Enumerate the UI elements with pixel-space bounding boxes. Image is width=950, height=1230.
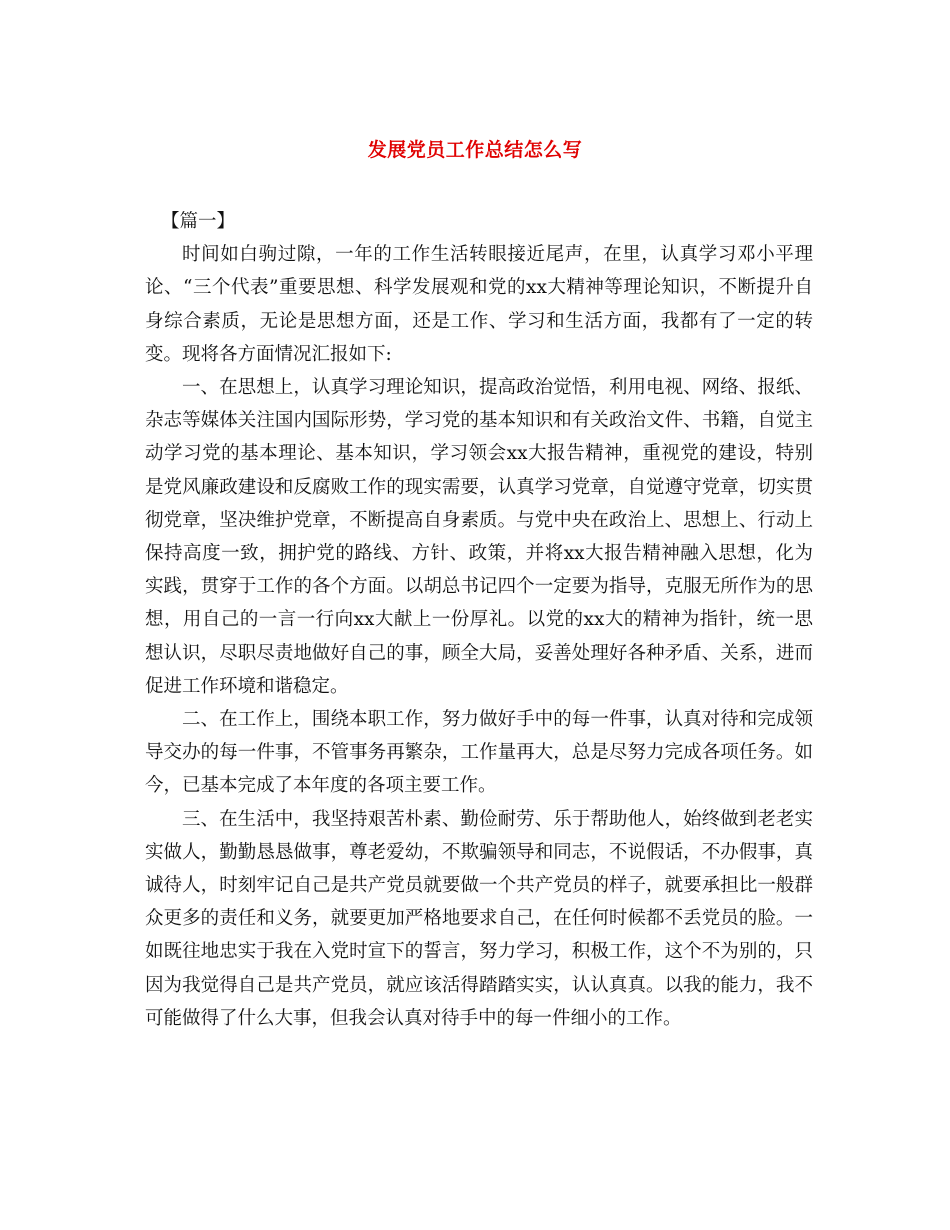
page-title: 发展党员工作总结怎么写 [367, 139, 583, 161]
section-label: 【篇一】 [161, 211, 236, 232]
paragraph-work: 二、在工作上，围绕本职工作，努力做好手中的每一件事，认真对待和完成领导交办的每一件事，不管事务再繁杂，工作量再大，总是尽努力完成各项任务。如今，已基本完成了本年度的各项主要工作。 [145, 709, 813, 797]
paragraph-intro: 时间如白驹过隙，一年的工作生活转眼接近尾声，在里，认真学习邓小平理论、“三个代表”重要思想、科学发展观和党的xx大精神等理论知识，不断提升自身综合素质，无论是思想方面，还是工作、学习和生活方面，我都有了一定的转变。现将各方面情况汇报如下: [145, 244, 813, 365]
document-body [145, 205, 813, 1035]
paragraph-life: 三、在生活中，我坚持艰苦朴素、勤俭耐劳、乐于帮助他人，始终做到老老实实做人，勤勤恳恳做事，尊老爱幼，不欺骗领导和同志，不说假话，不办假事，真诚待人，时刻牢记自己是共产党员就要做一个共产党员的样子，就要承担比一般群众更多的责任和义务，就要更加严格地要求自己，在任何时候都不丢党员的脸。一如既往地忠实于我在入党时宣下的誓言，努力学习，积极工作，这个不为别的，只因为我觉得自己是共产党员，就应该活得踏踏实实，认认真真。以我的能力，我不可能做得了什么大事，但我会认真对待手中的每一件细小的工作。 [145, 808, 813, 1029]
paragraph-ideology: 一、在思想上，认真学习理论知识，提高政治觉悟，利用电视、网络、报纸、杂志等媒体关注国内国际形势，学习党的基本知识和有关政治文件、书籍，自觉主动学习党的基本理论、基本知识，学习领会xx大报告精神，重视党的建设，特别是党风廉政建设和反腐败工作的现实需要，认真学习党章，自觉遵守党章，切实贯彻党章，坚决维护党章，不断提高自身素质。与党中央在政治上、思想上、行动上保持高度一致，拥护党的路线、方针、政策，并将xx大报告精神融入思想，化为实践，贯穿于工作的各个方面。以胡总书记四个一定要为指导，克服无所作为的思想，用自己的一言一行向xx大献上一份厚礼。以党的xx大的精神为指针，统一思想认识，尽职尽责地做好自己的事，顾全大局，妥善处理好各种矛盾、关系，进而促进工作环境和谐稳定。 [145, 377, 813, 697]
